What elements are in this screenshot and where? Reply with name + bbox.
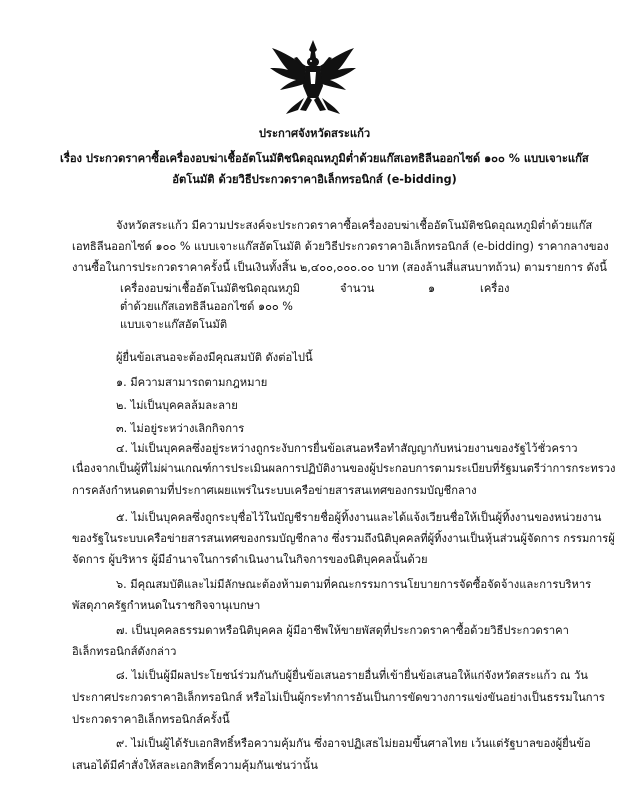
qualifications-heading: ผู้ยื่นข้อเสนอจะต้องมีคุณสมบัติ ดังต่อไปนี้	[116, 351, 313, 364]
item-name-line-2: ต่ำด้วยแก๊สเอทธิลีนออกไซด์ ๑๐๐ %	[120, 300, 293, 313]
intro-line-3: งานซื้อในการประกวดราคาครั้งนี้ เป็นเงินทั้งสิ้น ๒,๔๐๐,๐๐๐.๐๐ บาท (สองล้านสี่แสนบาทถ้วน) ตามรายการ ดังนี้	[72, 261, 607, 274]
qualification-8-line-1: ๘. ไม่เป็นผู้มีผลประโยชน์ร่วมกันกับผู้ยื่นข้อเสนอรายอื่นที่เข้ายื่นข้อเสนอให้แก่จังหวัดสระแก้ว ณ วัน	[116, 669, 588, 682]
qualification-8-line-3: ประกวดราคาอิเล็กทรอนิกส์ครั้งนี้	[72, 713, 230, 726]
qualification-5-line-2: ของรัฐในระบบเครือข่ายสารสนเทศของกรมบัญชีกลาง ซึ่งรวมถึงนิติบุคคลที่ผู้ทิ้งงานเป็นหุ้นส่วนผู้จัดการ กรรมการผู้	[72, 532, 615, 545]
subject-line-1: เรื่อง ประกวดราคาซื้อเครื่องอบฆ่าเชื้ออัตโนมัติชนิดอุณหภูมิต่ำด้วยแก๊สเอทธิลีนออกไซด์ ๑๐๐ % แบบเจาะแก๊ส	[60, 152, 589, 165]
subject-line-2: อัตโนมัติ ด้วยวิธีประกวดราคาอิเล็กทรอนิกส์ (e-bidding)	[172, 173, 457, 186]
qualification-4-line-1: ๔. ไม่เป็นบุคคลซึ่งอยู่ระหว่างถูกระงับการยื่นข้อเสนอหรือทำสัญญากับหน่วยงานของรัฐไว้ชั่วคราว	[116, 442, 578, 455]
qualification-7-line-2: อิเล็กทรอนิกส์ดังกล่าว	[72, 645, 177, 658]
qualification-4-line-2: เนื่องจากเป็นผู้ที่ไม่ผ่านเกณฑ์การประเมินผลการปฏิบัติงานของผู้ประกอบการตามระเบียบที่รัฐมนตรีว่าการกระทรวง	[72, 462, 616, 475]
qualification-5-line-3: จัดการ ผู้บริหาร ผู้มีอำนาจในการดำเนินงานในกิจการของนิติบุคคลนั้นด้วย	[72, 553, 428, 566]
intro-line-2: เอทธิลีนออกไซด์ ๑๐๐ % แบบเจาะแก๊สอัตโนมัติ ด้วยวิธีประกวดราคาอิเล็กทรอนิกส์ (e-bidding) ราคากลางของ	[72, 240, 609, 253]
item-qty-label: จำนวน	[340, 282, 375, 295]
qualification-8-line-2: ประกาศประกวดราคาอิเล็กทรอนิกส์ หรือไม่เป็นผู้กระทำการอันเป็นการขัดขวางการแข่งขันอย่างเป็นธรรมในการ	[72, 691, 605, 704]
qualification-9-line-1: ๙. ไม่เป็นผู้ได้รับเอกสิทธิ์หรือความคุ้มกัน ซึ่งอาจปฏิเสธไม่ยอมขึ้นศาลไทย เว้นแต่รัฐบาลของผู้ยื่นข้อ	[116, 737, 591, 750]
qualification-5-line-1: ๕. ไม่เป็นบุคคลซึ่งถูกระบุชื่อไว้ในบัญชีรายชื่อผู้ทิ้งงานและได้แจ้งเวียนชื่อให้เป็นผู้ทิ้งงานของหน่วยงาน	[116, 511, 602, 524]
qualification-1: ๑. มีความสามารถตามกฎหมาย	[116, 376, 268, 389]
intro-line-1: จังหวัดสระแก้ว มีความประสงค์จะประกวดราคาซื้อเครื่องอบฆ่าเชื้ออัตโนมัติชนิดอุณหภูมิต่ำด้วยแก๊ส	[116, 219, 593, 232]
item-name-line-1: เครื่องอบฆ่าเชื้ออัตโนมัติชนิดอุณหภูมิ	[120, 282, 301, 295]
item-name-line-3: แบบเจาะแก๊สอัตโนมัติ	[120, 318, 228, 331]
item-unit: เครื่อง	[480, 282, 510, 295]
qualification-3: ๓. ไม่อยู่ระหว่างเลิกกิจการ	[116, 422, 245, 435]
qualification-6-line-1: ๖. มีคุณสมบัติและไม่มีลักษณะต้องห้ามตามที่คณะกรรมการนโยบายการจัดซื้อจัดจ้างและการบริหาร	[116, 578, 592, 591]
garuda-emblem-icon	[268, 38, 358, 116]
item-qty-value: ๑	[428, 282, 436, 295]
qualification-9-line-2: เสนอได้มีคำสั่งให้สละเอกสิทธิ์ความคุ้มกันเช่นว่านั้น	[72, 759, 318, 772]
qualification-7-line-1: ๗. เป็นบุคคลธรรมดาหรือนิติบุคคล ผู้มีอาชีพให้ขายพัสดุที่ประกวดราคาซื้อด้วยวิธีประกวดราคา	[116, 624, 569, 637]
qualification-4-line-3: การคลังกำหนดตามที่ประกาศเผยแพร่ในระบบเครือข่ายสารสนเทศของกรมบัญชีกลาง	[72, 484, 477, 497]
announcer-title: ประกาศจังหวัดสระแก้ว	[258, 127, 371, 140]
qualification-2: ๒. ไม่เป็นบุคคลล้มละลาย	[116, 399, 238, 412]
qualification-6-line-2: พัสดุภาครัฐกำหนดในราชกิจจานุเบกษา	[72, 599, 261, 612]
